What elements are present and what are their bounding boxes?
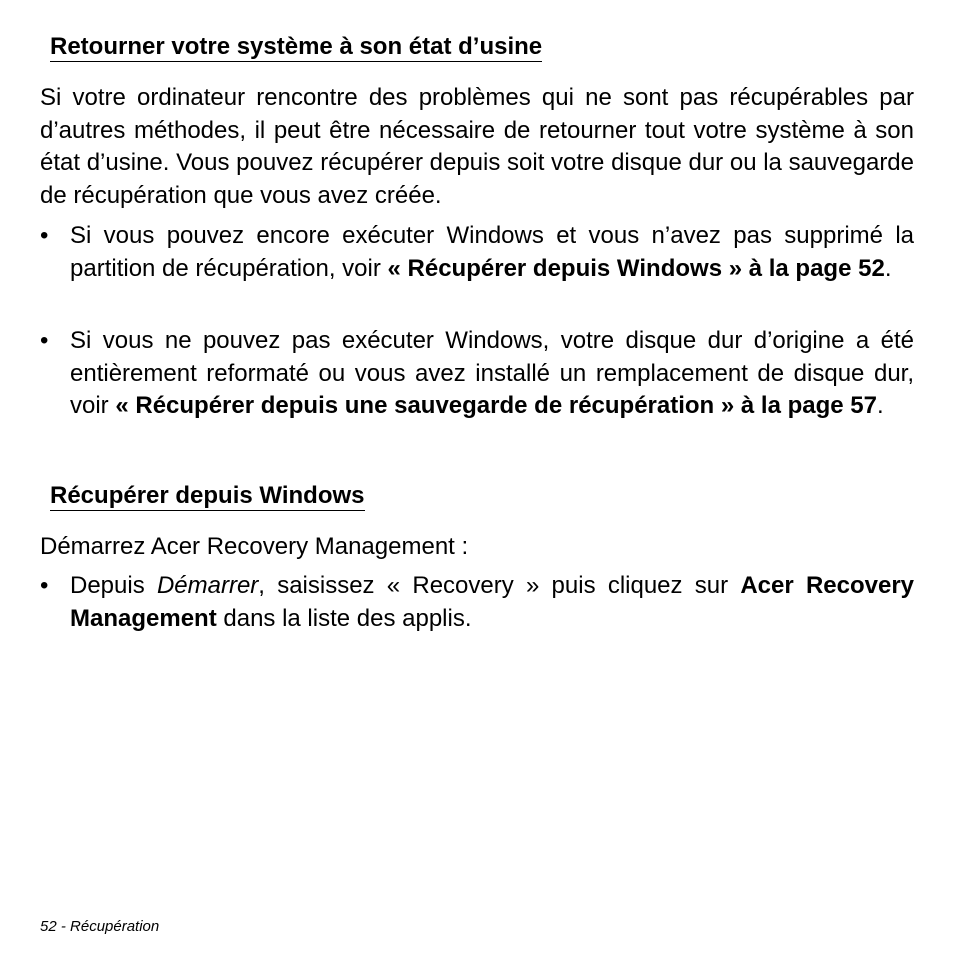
- list-item-body-mid: , saisissez « Recovery » puis cliquez sur: [258, 572, 741, 599]
- list-item-text: [70, 325, 914, 423]
- menu-name-start: Démarrer: [156, 572, 259, 599]
- section-heading-recover-windows: [50, 482, 365, 510]
- list-item-text: [70, 570, 914, 635]
- recover-windows-intro: Démarrez Acer Recovery Management :: [40, 533, 469, 560]
- list-item: [40, 220, 914, 285]
- list-item-body: Si vous ne pouvez pas exécuter Windows, votre disque dur d’origine a été entièrement reformaté ou vous avez installé un remplacement de disque dur, voir: [70, 327, 914, 419]
- app-name-acer-recovery: Acer Recovery Management: [70, 572, 915, 632]
- list-item-body: Si vous pouvez encore exécuter Windows et vous n’avez pas supprimé la partition de récupération, voir: [70, 222, 914, 282]
- cross-reference-recover-windows: « Récupérer depuis Windows » à la page 52: [387, 254, 885, 282]
- list-item-end: dans la liste des applis.: [216, 604, 472, 632]
- list-item: [40, 570, 914, 635]
- bullet-marker: •: [40, 572, 49, 599]
- bullet-marker: •: [40, 327, 49, 354]
- list-item-body: Depuis: [70, 572, 157, 599]
- factory-reset-intro: Si votre ordinateur rencontre des problèmes qui ne sont pas récupérables par d’autres méthodes, il peut être nécessaire de retourner tout votre système à son état d’usine. Vous pouvez récupérer depuis soit votre disque dur ou la sauvegarde de récupération que vous avez créée.: [40, 84, 914, 209]
- bullet-marker: •: [40, 222, 49, 249]
- list-item-text: [70, 220, 914, 285]
- section-heading-factory-reset: [50, 33, 542, 61]
- page-footer: 52 - Récupération: [40, 918, 160, 935]
- list-item-end: .: [884, 254, 892, 282]
- list-item: [40, 325, 914, 423]
- section-heading-text: Récupérer depuis Windows: [50, 482, 365, 509]
- cross-reference-recover-backup: « Récupérer depuis une sauvegarde de récupération » à la page 57: [115, 392, 877, 419]
- section-heading-text: Retourner votre système à son état d’usine: [50, 33, 543, 60]
- list-item-end: .: [876, 392, 884, 419]
